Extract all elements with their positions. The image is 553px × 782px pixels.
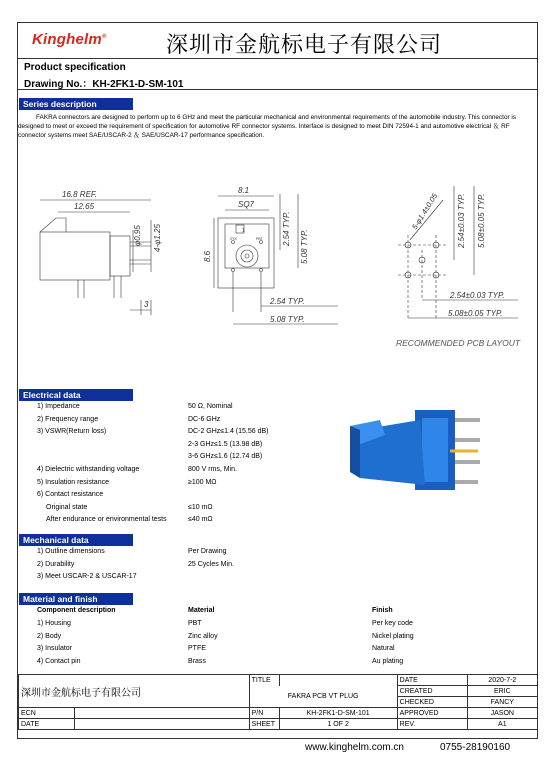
titleblock-sheet-label: SHEET bbox=[249, 719, 279, 730]
series-text: FAKRA connectors are designed to perform up to 6 GHz and meet the particular mechanical and environmental requirements of the automobile industry. This connector is designed to meet or exceed the requirement of specification for automotive RF connector systems. Interface is designed to meet DIN 72594-1 and automotive electrical ＆ RF connector systems meet SAE/USCAR-2 ＆ SAE/USCAR-17 performance specification. bbox=[18, 114, 517, 139]
side-view bbox=[40, 200, 151, 315]
material-component: 1) Housing bbox=[37, 620, 71, 627]
titleblock-date2-label: DATE bbox=[19, 719, 75, 730]
document-header bbox=[18, 23, 537, 59]
dim-12-65: 12.65 bbox=[74, 202, 95, 211]
footer-phone: 0755-28190160 bbox=[440, 742, 511, 753]
dim-254-003-v: 2.54±0.03 TYP. bbox=[457, 193, 466, 248]
material-component: 4) Contact pin bbox=[37, 657, 81, 665]
electrical-label: 5) Insulation resistance bbox=[37, 478, 109, 486]
material-material: PBT bbox=[188, 620, 202, 627]
electrical-value: ≥100 MΩ bbox=[188, 478, 217, 486]
dim-508-typ-h: 5.08 TYP. bbox=[270, 315, 305, 324]
mechanical-value: 25 Cycles Min. bbox=[188, 560, 234, 568]
titleblock-date-label: DATE bbox=[397, 675, 467, 686]
dim-3: 3 bbox=[144, 300, 149, 309]
pin-text-a: ZYX bbox=[230, 237, 237, 241]
electrical-value: DC-2 GHz≤1.4 (15.56 dB) bbox=[188, 428, 269, 436]
titleblock-approved-value: JASON bbox=[467, 708, 537, 719]
electrical-value: 2-3 GHz≤1.5 (13.98 dB) bbox=[188, 440, 263, 448]
material-material: Brass bbox=[188, 657, 206, 665]
series-heading: Series description bbox=[19, 98, 133, 110]
titleblock-created-label: CREATED bbox=[397, 686, 467, 697]
electrical-label: 6) Contact resistance bbox=[37, 491, 104, 499]
dim-508-005-h: 5.08±0.05 TYP. bbox=[448, 309, 503, 318]
electrical-value: 800 V rms, Min. bbox=[188, 466, 238, 473]
technical-drawings bbox=[18, 160, 537, 390]
material-heading: Material and finish bbox=[19, 593, 133, 605]
electrical-label: 2) Frequency range bbox=[37, 415, 99, 423]
electrical-heading: Electrical data bbox=[19, 389, 133, 401]
material-finish: Natural bbox=[372, 645, 395, 653]
material-finish: Au plating bbox=[372, 657, 404, 665]
column-material: Material bbox=[188, 607, 215, 614]
electrical-label: 4) Dielectric withstanding voltage bbox=[37, 466, 140, 473]
electrical-label: After endurance or environmental tests bbox=[46, 516, 167, 524]
column-finish: Finish bbox=[372, 607, 393, 614]
drawing-number: Drawing No.：KH-2FK1-D-SM-101 bbox=[24, 79, 184, 90]
dim-254-typ-h: 2.54 TYP. bbox=[270, 297, 305, 306]
material-finish: Per key code bbox=[372, 620, 413, 627]
titleblock-rev-label: REV. bbox=[397, 719, 467, 730]
dim-508-005-v: 5.08±0.05 TYP. bbox=[477, 193, 486, 248]
titleblock-checked-label: CHECKED bbox=[397, 697, 467, 708]
electrical-value: ≤10 mΩ bbox=[188, 503, 213, 511]
mechanical-value: Per Drawing bbox=[188, 548, 227, 555]
titleblock-title-value: FAKRA PCB VT PLUG bbox=[249, 686, 397, 708]
electrical-value: ≤40 mΩ bbox=[188, 516, 213, 524]
titleblock-company: 深圳市金航标电子有限公司 bbox=[19, 675, 250, 708]
material-finish: Nickel plating bbox=[372, 632, 414, 640]
dim-16-8: 16.8 REF. bbox=[62, 190, 97, 199]
electrical-label: Original state bbox=[46, 503, 88, 511]
titleblock-checked-value: FANCY bbox=[467, 697, 537, 708]
dim-d095: φ0.95 bbox=[133, 225, 142, 246]
dim-254-003-h: 2.54±0.03 TYP. bbox=[450, 291, 505, 300]
titleblock-title-label: TITLE bbox=[249, 675, 279, 686]
material-material: Zinc alloy bbox=[188, 632, 218, 640]
electrical-label: 3) VSWR(Return loss) bbox=[37, 428, 107, 436]
mechanical-label: 3) Meet USCAR-2 & USCAR-17 bbox=[37, 573, 137, 581]
titleblock-sheet-value: 1 OF 2 bbox=[279, 719, 397, 730]
dim-4d125: 4-φ1.25 bbox=[153, 224, 162, 252]
titleblock-ecn-label: ECN bbox=[19, 708, 75, 719]
pcb-caption: RECOMMENDED PCB LAYOUT bbox=[396, 338, 521, 348]
mechanical-label: 2) Durability bbox=[37, 560, 75, 568]
dim-sq7: SQ7 bbox=[238, 200, 255, 209]
dim-5hole: 5-φ1.4±0.05 bbox=[410, 191, 440, 232]
connector-illustration bbox=[330, 390, 500, 505]
column-component: Component description bbox=[37, 607, 116, 614]
spec-block bbox=[18, 59, 537, 90]
material-component: 2) Body bbox=[37, 632, 62, 640]
kinghelm-logo: Kinghelm® bbox=[32, 31, 107, 48]
mechanical-heading: Mechanical data bbox=[19, 534, 133, 546]
mechanical-label: 1) Outline dimensions bbox=[37, 548, 105, 555]
spec-title: Product specification bbox=[24, 62, 126, 73]
material-component: 3) Insulator bbox=[37, 645, 73, 653]
electrical-value: 50 Ω, Nominal bbox=[188, 403, 233, 410]
titleblock-date-value: 2020-7-2 bbox=[467, 675, 537, 686]
material-material: PTFE bbox=[188, 645, 206, 653]
dim-8-1: 8.1 bbox=[238, 186, 250, 195]
electrical-value: 3-6 GHz≤1.6 (12.74 dB) bbox=[188, 453, 263, 461]
company-title: 深圳市金航标电子有限公司 bbox=[166, 33, 443, 58]
footer-website: www.kinghelm.com.cn bbox=[305, 742, 404, 753]
pin-text-b: PBT bbox=[256, 237, 263, 241]
electrical-label: 1) Impedance bbox=[37, 403, 80, 410]
titleblock-created-value: ERIC bbox=[467, 686, 537, 697]
pin-1-label: 1 bbox=[242, 228, 245, 234]
titleblock-pn-label: P/N bbox=[249, 708, 279, 719]
dim-254-typ-v: 2.54 TYP. bbox=[282, 211, 291, 246]
titleblock-approved-label: APPROVED bbox=[397, 708, 467, 719]
dim-8-6: 8.6 bbox=[203, 250, 212, 262]
titleblock-rev-value: A1 bbox=[467, 719, 537, 730]
electrical-value: DC-6 GHz bbox=[188, 415, 221, 423]
title-block bbox=[18, 674, 538, 730]
dim-508-typ-v: 5.08 TYP. bbox=[300, 229, 309, 264]
titleblock-pn-value: KH-2FK1-D-SM-101 bbox=[279, 708, 397, 719]
